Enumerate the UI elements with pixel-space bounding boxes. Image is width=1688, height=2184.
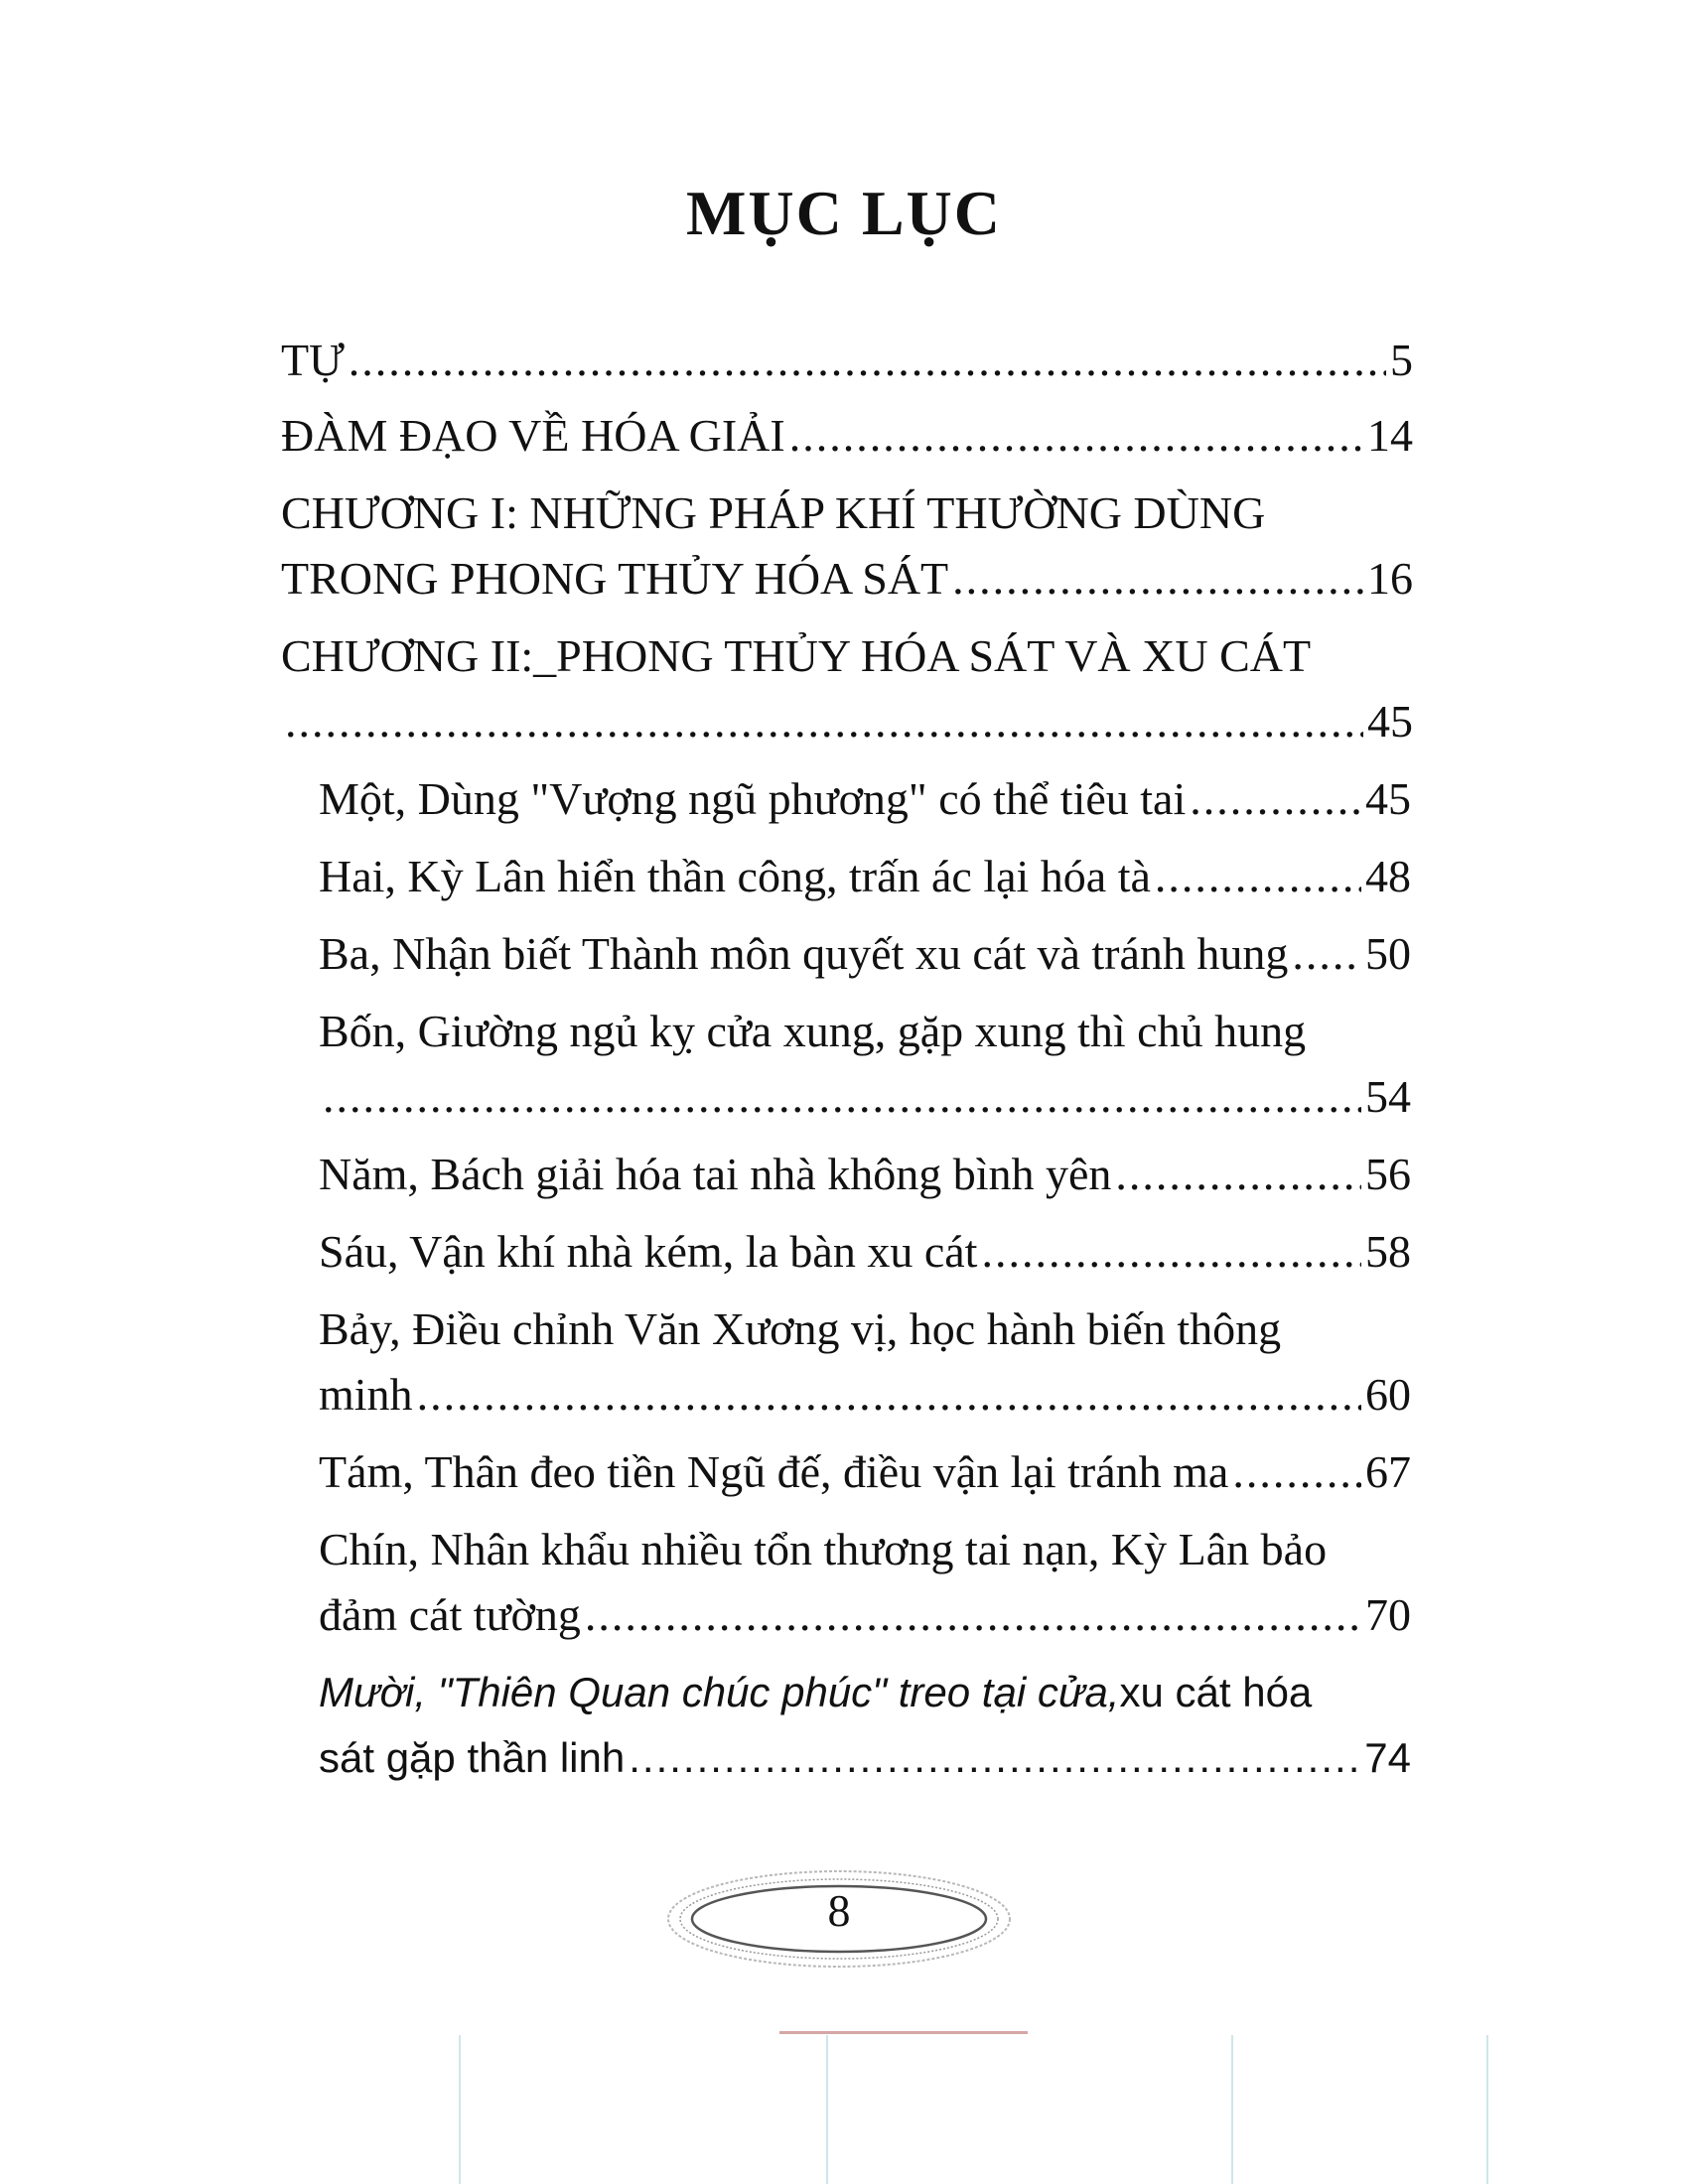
toc-page-number: 5 xyxy=(1390,335,1413,385)
toc-entry-title: ĐÀM ĐẠO VỀ HÓA GIẢI xyxy=(281,410,785,461)
toc-page-number: 70 xyxy=(1365,1589,1411,1640)
toc-page-number: 60 xyxy=(1365,1369,1411,1420)
toc-entry-title: Tám, Thân đeo tiền Ngũ đế, điều vận lại tránh ma xyxy=(319,1446,1229,1497)
toc-entry xyxy=(319,844,1411,909)
toc-entry-title-line1: CHƯƠNG II:_PHONG THỦY HÓA SÁT VÀ XU CÁT xyxy=(281,630,1312,681)
toc-entry-title: Sáu, Vận khí nhà kém, la bàn xu cát xyxy=(319,1226,978,1277)
toc-entry-title-line2: sát gặp thần linh xyxy=(319,1734,626,1781)
toc-entry xyxy=(319,1660,1411,1791)
toc-entry-title-line1-rest: xu cát hóa xyxy=(1119,1669,1313,1715)
toc-entry xyxy=(319,1439,1411,1505)
toc-entry-title-line2: đảm cát tường xyxy=(319,1589,581,1640)
toc-entry-title-line1: Chín, Nhân khẩu nhiều tổn thương tai nạn, Kỳ Lân bảo xyxy=(319,1524,1328,1574)
toc-page-number: 67 xyxy=(1365,1446,1411,1497)
toc-entry-title-line1: CHƯƠNG I: NHỮNG PHÁP KHÍ THƯỜNG DÙNG xyxy=(281,487,1266,538)
toc-entry xyxy=(281,623,1413,754)
toc-page-number: 14 xyxy=(1367,410,1413,461)
scan-artifact xyxy=(826,2035,828,2184)
toc-entry-title: Hai, Kỳ Lân hiển thần công, trấn ác lại hóa tà xyxy=(319,851,1151,901)
toc-page-number: 56 xyxy=(1365,1149,1411,1199)
toc-entry-title: Ba, Nhận biết Thành môn quyết xu cát và tránh hung xyxy=(319,928,1289,979)
toc-entry-title-line1: Bảy, Điều chỉnh Văn Xương vị, học hành biến thông xyxy=(319,1303,1282,1354)
toc-leader-dots xyxy=(323,1064,1361,1130)
toc-entry xyxy=(319,766,1411,832)
toc-leader-dots xyxy=(1292,921,1361,987)
toc-entry xyxy=(281,403,1413,469)
page-number: 8 xyxy=(827,1885,851,1936)
scan-artifact xyxy=(779,2031,1028,2034)
toc-entry xyxy=(319,1219,1411,1285)
toc-leader-dots xyxy=(1232,1439,1361,1505)
toc-page-number: 45 xyxy=(1367,696,1413,747)
scan-artifact xyxy=(459,2035,461,2184)
toc-page-number: 16 xyxy=(1367,553,1413,604)
scan-artifact xyxy=(1231,2035,1233,2184)
toc-entry-title-line2: minh xyxy=(319,1369,413,1420)
toc-entry xyxy=(319,1297,1411,1428)
toc-entry-title-line1-italic: Mười, "Thiên Quan chúc phúc" treo tại cửa, xyxy=(319,1669,1120,1715)
toc-entry xyxy=(319,921,1411,987)
toc-leader-dots xyxy=(585,1582,1361,1648)
page-number-ornament xyxy=(660,1864,1018,1974)
toc-page-number: 45 xyxy=(1365,773,1411,824)
toc-leader-dots xyxy=(1190,766,1361,832)
toc-entry xyxy=(319,1517,1411,1648)
scan-artifact xyxy=(1486,2035,1488,2184)
toc-leader-dots xyxy=(789,403,1363,469)
toc-page-number: 74 xyxy=(1364,1734,1411,1781)
toc-entry xyxy=(319,999,1411,1130)
table-of-contents xyxy=(281,328,1413,1791)
toc-leader-dots xyxy=(285,689,1363,754)
toc-page-number: 54 xyxy=(1365,1071,1411,1122)
toc-leader-dots xyxy=(1155,844,1361,909)
toc-entry xyxy=(281,328,1413,393)
toc-leader-dots xyxy=(1115,1142,1361,1207)
toc-entry-title-line2: TRONG PHONG THỦY HÓA SÁT xyxy=(281,553,949,604)
toc-entry xyxy=(281,480,1413,612)
toc-entry-title-line1: Bốn, Giường ngủ kỵ cửa xung, gặp xung thì chủ hung xyxy=(319,1006,1307,1056)
toc-page-number: 58 xyxy=(1365,1226,1411,1277)
toc-leader-dots xyxy=(952,546,1363,612)
toc-leader-dots xyxy=(349,328,1386,393)
toc-leader-dots xyxy=(629,1725,1360,1791)
toc-entry-title: TỰ xyxy=(281,335,345,385)
page-title: MỤC LỤC xyxy=(686,178,1002,248)
toc-page-number: 48 xyxy=(1365,851,1411,901)
toc-entry-title: Một, Dùng "Vượng ngũ phương" có thể tiêu tai xyxy=(319,773,1187,824)
toc-entry xyxy=(319,1142,1411,1207)
toc-leader-dots xyxy=(981,1219,1361,1285)
toc-page-number: 50 xyxy=(1365,928,1411,979)
toc-leader-dots xyxy=(417,1362,1361,1428)
toc-entry-title: Năm, Bách giải hóa tai nhà không bình yên xyxy=(319,1149,1112,1199)
